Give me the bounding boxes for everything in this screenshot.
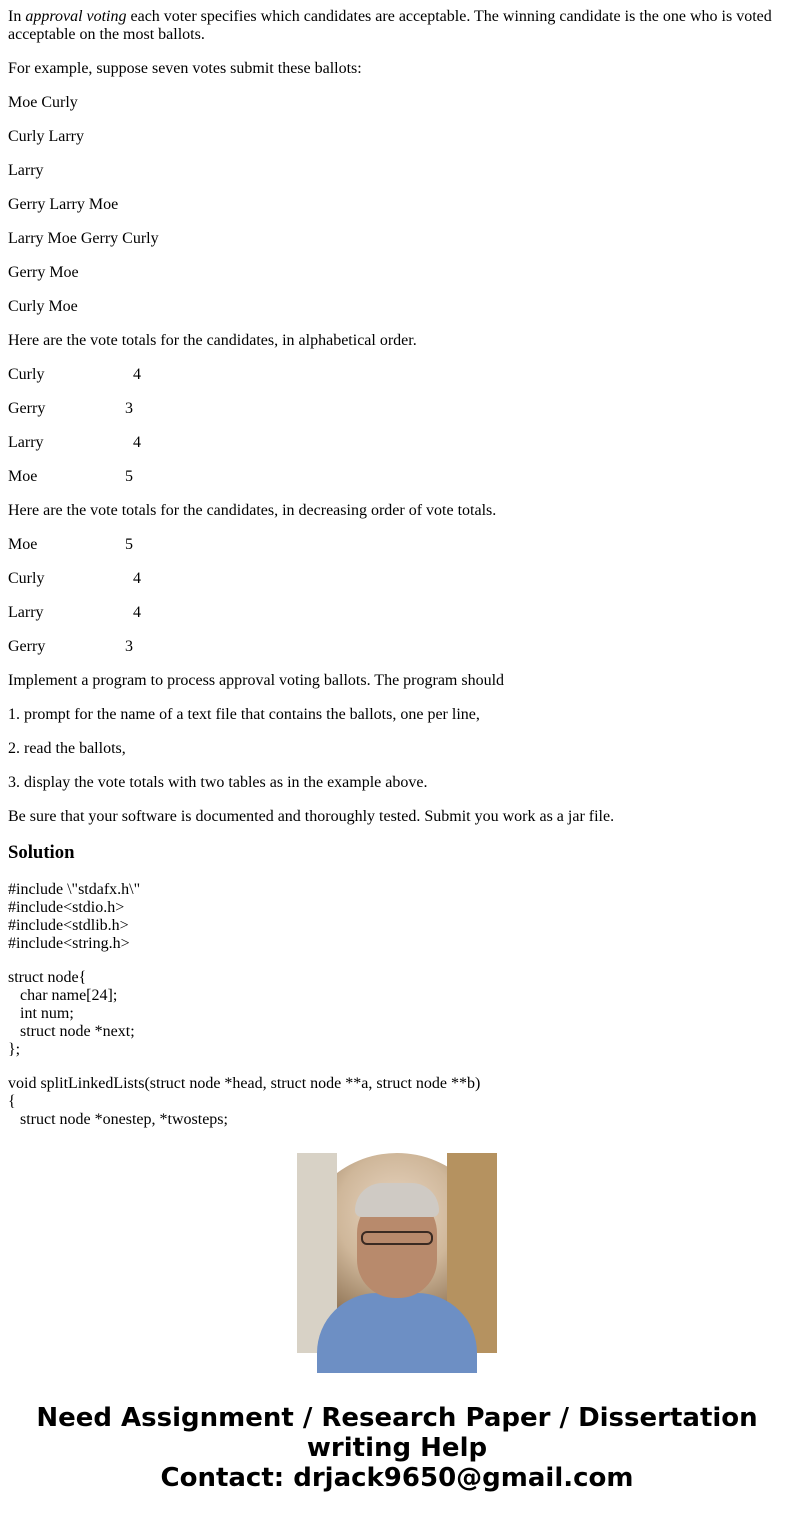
solution-code bbox=[8, 881, 786, 1128]
alpha-table-row: Curly 4 bbox=[8, 366, 141, 383]
tutor-avatar bbox=[297, 1153, 497, 1353]
alpha-heading: Here are the vote totals for the candidates, in alphabetical order. bbox=[8, 332, 417, 349]
decreasing-table-row: Gerry 3 bbox=[8, 638, 133, 655]
avatar-glasses bbox=[361, 1231, 433, 1245]
step-item: 2. read the ballots, bbox=[8, 740, 126, 757]
step-item: 1. prompt for the name of a text file that contains the ballots, one per line, bbox=[8, 706, 480, 723]
alpha-table-row: Larry 4 bbox=[8, 434, 141, 451]
example-intro: For example, suppose seven votes submit these ballots: bbox=[8, 60, 362, 77]
step-item: 3. display the vote totals with two tables as in the example above. bbox=[8, 774, 428, 791]
banner-contact: Contact: drjack9650@gmail.com bbox=[160, 1463, 634, 1493]
intro-paragraph: In approval voting each voter specifies which candidates are acceptable. The winning candidate is the one who is voted acceptable on the most ballots. bbox=[8, 8, 772, 43]
decreasing-heading: Here are the vote totals for the candidates, in decreasing order of vote totals. bbox=[8, 502, 497, 519]
approval-voting-term: approval voting bbox=[25, 8, 127, 25]
ballot-line: Gerry Larry Moe bbox=[8, 196, 119, 213]
alpha-table-row: Gerry 3 bbox=[8, 400, 133, 417]
closing-paragraph: Be sure that your software is documented and thoroughly tested. Submit you work as a jar file. bbox=[8, 808, 615, 825]
ballot-line: Moe Curly bbox=[8, 94, 78, 111]
task-intro: Implement a program to process approval voting ballots. The program should bbox=[8, 672, 505, 689]
ballot-line: Larry bbox=[8, 162, 44, 179]
code-block: #include \"stdafx.h\" #include<stdio.h> #include<stdlib.h> #include<string.h> bbox=[8, 881, 141, 952]
banner-line: Need Assignment / Research Paper / Dissertation bbox=[36, 1403, 758, 1433]
ballot-line: Larry Moe Gerry Curly bbox=[8, 230, 159, 247]
ballot-line: Curly Larry bbox=[8, 128, 84, 145]
ballot-line: Curly Moe bbox=[8, 298, 78, 315]
avatar-shirt bbox=[317, 1293, 477, 1373]
banner-line: writing Help bbox=[306, 1433, 488, 1463]
avatar-hair bbox=[355, 1183, 439, 1217]
ballot-line: Gerry Moe bbox=[8, 264, 79, 281]
decreasing-table-row: Larry 4 bbox=[8, 604, 141, 621]
alpha-table-row: Moe 5 bbox=[8, 468, 133, 485]
solution-heading: Solution bbox=[8, 842, 75, 863]
contact-banner bbox=[0, 1403, 794, 1493]
decreasing-table-row: Moe 5 bbox=[8, 536, 133, 553]
code-block: struct node{ char name[24]; int num; struct node *next; }; bbox=[8, 969, 135, 1058]
code-block: void splitLinkedLists(struct node *head, struct node **a, struct node **b) { struct node *onestep, *twosteps; bbox=[8, 1075, 481, 1128]
decreasing-table-row: Curly 4 bbox=[8, 570, 141, 587]
document-body bbox=[8, 8, 786, 1128]
